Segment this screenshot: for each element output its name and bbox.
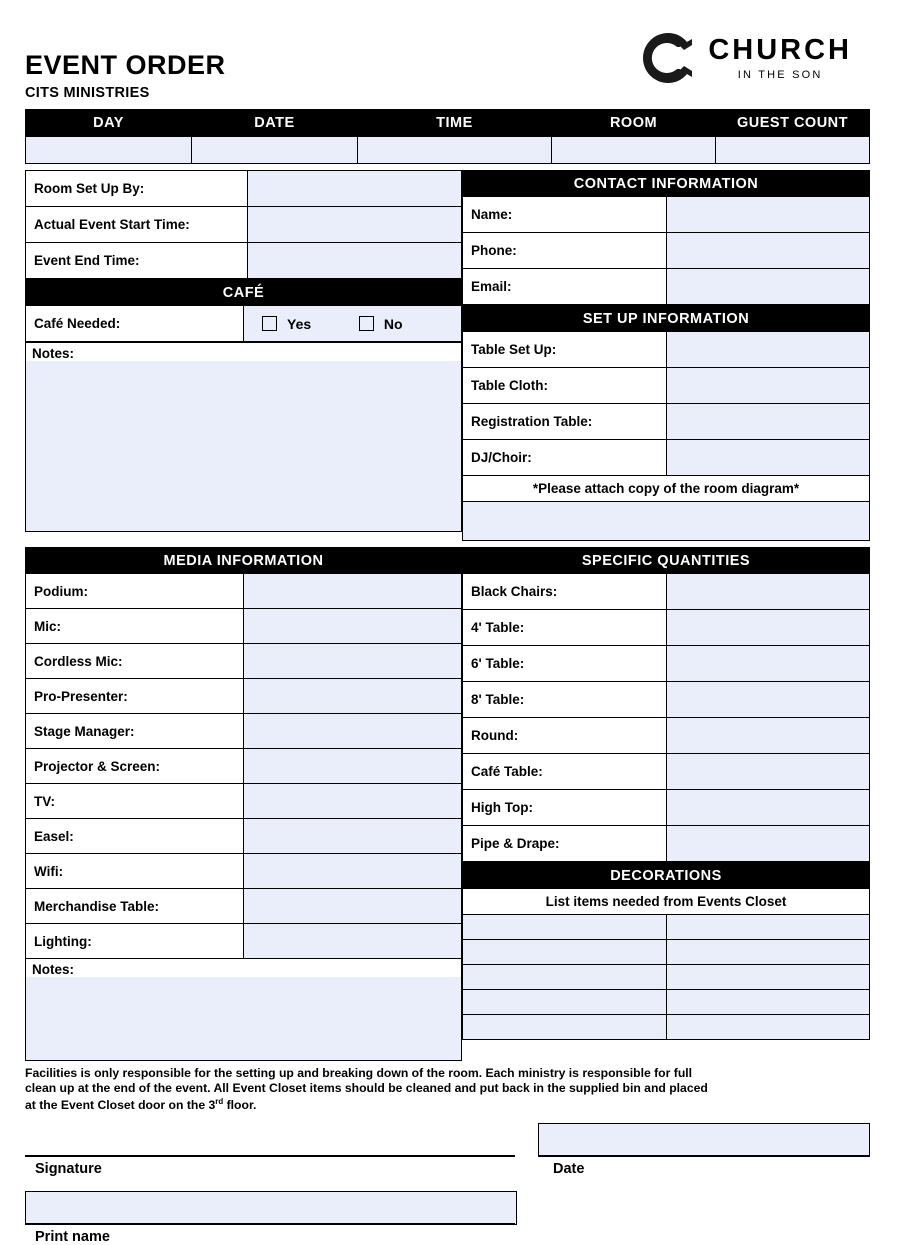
table-row: [463, 990, 870, 1015]
field-black-chairs[interactable]: [666, 574, 870, 610]
setup-heading: SET UP INFORMATION: [463, 306, 870, 332]
table-row: [463, 197, 870, 233]
church-c-icon: [640, 30, 696, 86]
label-4ft-table: 4' Table:: [463, 610, 667, 646]
field-decoration-2-left[interactable]: [463, 940, 667, 965]
label-projector-screen: Projector & Screen:: [26, 749, 244, 784]
label-name: Name:: [463, 197, 667, 233]
table-row: [463, 682, 870, 718]
col-guest-count: GUEST COUNT: [716, 110, 870, 137]
table-row: [463, 269, 870, 305]
table-header-row: [463, 863, 870, 889]
quantities-heading: SPECIFIC QUANTITIES: [463, 548, 870, 574]
field-table-cloth[interactable]: [666, 368, 870, 404]
table-row: [463, 1015, 870, 1040]
field-media-notes[interactable]: [25, 977, 462, 1061]
field-room[interactable]: [552, 137, 716, 164]
table-header-row: [463, 171, 870, 197]
table-row: [463, 790, 870, 826]
field-4ft-table[interactable]: [666, 610, 870, 646]
date-line: [538, 1155, 870, 1157]
table-row: [26, 243, 462, 279]
field-6ft-table[interactable]: [666, 646, 870, 682]
label-print-name: Print name: [35, 1228, 110, 1245]
brand-tagline: IN THE SON: [737, 68, 823, 81]
field-tv[interactable]: [244, 784, 462, 819]
cafe-no-checkbox[interactable]: [359, 316, 374, 331]
table-row: [26, 679, 462, 714]
contact-heading: CONTACT INFORMATION: [463, 171, 870, 197]
table-row: [26, 574, 462, 609]
label-easel: Easel:: [26, 819, 244, 854]
label-table-cloth: Table Cloth:: [463, 368, 667, 404]
title-block: [25, 52, 226, 101]
field-name[interactable]: [666, 197, 870, 233]
label-cafe-table: Café Table:: [463, 754, 667, 790]
field-registration-table[interactable]: [666, 404, 870, 440]
table-row: [463, 718, 870, 754]
decorations-instruction: List items needed from Events Closet: [463, 889, 870, 915]
table-row: [463, 476, 870, 502]
table-row: [26, 854, 462, 889]
disclaimer-line-1: Facilities is only responsible for the setting up and breaking down of the room. Each ministry is responsible for full: [25, 1066, 693, 1080]
table-row: [463, 368, 870, 404]
label-actual-event-start-time: Actual Event Start Time:: [26, 207, 248, 243]
disclaimer-text: [25, 1066, 870, 1113]
table-row: [26, 171, 462, 207]
quantities-column: [462, 547, 870, 1061]
label-pro-presenter: Pro-Presenter:: [26, 679, 244, 714]
label-lighting: Lighting:: [26, 924, 244, 959]
table-header-row: [26, 548, 462, 574]
field-cafe-notes[interactable]: [25, 361, 462, 532]
table-row: [26, 749, 462, 784]
table-row: [463, 889, 870, 915]
label-dj-choir: DJ/Choir:: [463, 440, 667, 476]
cafe-table: [25, 279, 462, 342]
table-row: [26, 306, 462, 342]
brand-name: CHURCH: [708, 33, 852, 66]
cafe-yes-checkbox[interactable]: [262, 316, 277, 331]
field-wifi[interactable]: [244, 854, 462, 889]
col-room: ROOM: [552, 110, 716, 137]
col-day: DAY: [26, 110, 192, 137]
print-name-line: [25, 1223, 515, 1225]
table-row: [26, 889, 462, 924]
label-6ft-table: 6' Table:: [463, 646, 667, 682]
field-phone[interactable]: [666, 233, 870, 269]
field-room-diagram-area[interactable]: [463, 502, 870, 541]
col-time: TIME: [358, 110, 552, 137]
label-round: Round:: [463, 718, 667, 754]
field-pro-presenter[interactable]: [244, 679, 462, 714]
field-day[interactable]: [26, 137, 192, 164]
field-actual-event-start-time[interactable]: [248, 207, 462, 243]
decorations-table: [462, 862, 870, 1040]
field-cafe-table[interactable]: [666, 754, 870, 790]
event-basics-table: [25, 109, 870, 164]
mid-section: [25, 170, 870, 541]
field-pipe-drape[interactable]: [666, 826, 870, 862]
table-header-row: [26, 110, 870, 137]
field-stage-manager[interactable]: [244, 714, 462, 749]
table-row: [463, 826, 870, 862]
table-row: [26, 137, 870, 164]
disclaimer-line-3: [25, 1097, 870, 1113]
table-row: [26, 819, 462, 854]
col-date: DATE: [192, 110, 358, 137]
cafe-yes-label: Yes: [287, 315, 312, 332]
media-notes-label-wrap: [25, 959, 462, 977]
field-table-set-up[interactable]: [666, 332, 870, 368]
field-cordless-mic[interactable]: [244, 644, 462, 679]
table-row: [463, 502, 870, 541]
page-title: EVENT ORDER: [25, 50, 226, 80]
field-print-name[interactable]: [25, 1191, 517, 1225]
mid-left-column: [25, 170, 462, 541]
decorations-heading: DECORATIONS: [463, 863, 870, 889]
label-mic: Mic:: [26, 609, 244, 644]
field-event-end-time[interactable]: [248, 243, 462, 279]
signature-line: [25, 1155, 515, 1157]
field-podium[interactable]: [244, 574, 462, 609]
label-media-notes: Notes:: [32, 962, 75, 977]
table-header-row: [463, 306, 870, 332]
label-phone: Phone:: [463, 233, 667, 269]
field-decoration-4-left[interactable]: [463, 990, 667, 1015]
label-podium: Podium:: [26, 574, 244, 609]
field-date[interactable]: [538, 1123, 870, 1157]
label-room-set-up-by: Room Set Up By:: [26, 171, 248, 207]
field-decoration-2-right[interactable]: [666, 940, 870, 965]
field-decoration-1-left[interactable]: [463, 915, 667, 940]
table-row: [463, 915, 870, 940]
label-merchandise-table: Merchandise Table:: [26, 889, 244, 924]
field-decoration-5-left[interactable]: [463, 1015, 667, 1040]
media-column: [25, 547, 462, 1061]
label-email: Email:: [463, 269, 667, 305]
field-room-set-up-by[interactable]: [248, 171, 462, 207]
label-cordless-mic: Cordless Mic:: [26, 644, 244, 679]
label-pipe-drape: Pipe & Drape:: [463, 826, 667, 862]
table-row: [463, 440, 870, 476]
table-row: [26, 924, 462, 959]
signature-area: [25, 1123, 870, 1243]
mid-right-column: [462, 170, 870, 541]
contact-information-table: [462, 170, 870, 305]
field-8ft-table[interactable]: [666, 682, 870, 718]
room-details-table: [25, 170, 462, 279]
label-registration-table: Registration Table:: [463, 404, 667, 440]
field-decoration-1-right[interactable]: [666, 915, 870, 940]
lower-section: [25, 547, 870, 1061]
table-row: [463, 965, 870, 990]
table-header-row: [463, 548, 870, 574]
field-date[interactable]: [192, 137, 358, 164]
cafe-notes-label-wrap: [25, 342, 462, 361]
field-easel[interactable]: [244, 819, 462, 854]
field-high-top[interactable]: [666, 790, 870, 826]
cafe-no-label: No: [383, 315, 403, 332]
cafe-checkbox-group: [244, 306, 462, 342]
field-dj-choir[interactable]: [666, 440, 870, 476]
field-decoration-5-right[interactable]: [666, 1015, 870, 1040]
media-information-table: [25, 547, 462, 959]
field-email[interactable]: [666, 269, 870, 305]
label-cafe-notes: Notes:: [32, 346, 75, 361]
field-time[interactable]: [358, 137, 552, 164]
table-row: [463, 404, 870, 440]
brand-logo: [640, 30, 852, 86]
label-cafe-needed: Café Needed:: [26, 306, 244, 342]
field-round[interactable]: [666, 718, 870, 754]
field-merchandise-table[interactable]: [244, 889, 462, 924]
label-table-set-up: Table Set Up:: [463, 332, 667, 368]
disclaimer-line-3-pre: at the Event Closet door on the 3: [25, 1097, 216, 1112]
disclaimer-line-3-post: floor.: [223, 1097, 257, 1112]
table-row: [26, 714, 462, 749]
form-header: [25, 22, 870, 107]
table-row: [26, 609, 462, 644]
field-decoration-4-right[interactable]: [666, 990, 870, 1015]
field-projector-screen[interactable]: [244, 749, 462, 784]
field-decoration-3-right[interactable]: [666, 965, 870, 990]
table-row: [463, 610, 870, 646]
media-heading: MEDIA INFORMATION: [26, 548, 462, 574]
disclaimer-ordinal: rd: [215, 1096, 224, 1106]
table-header-row: [26, 280, 462, 306]
field-guest-count[interactable]: [716, 137, 870, 164]
table-row: [463, 233, 870, 269]
label-event-end-time: Event End Time:: [26, 243, 248, 279]
table-row: [26, 784, 462, 819]
table-row: [463, 754, 870, 790]
brand-text: [708, 33, 852, 81]
label-high-top: High Top:: [463, 790, 667, 826]
field-mic[interactable]: [244, 609, 462, 644]
room-diagram-note: *Please attach copy of the room diagram*: [463, 476, 870, 502]
field-decoration-3-left[interactable]: [463, 965, 667, 990]
table-row: [463, 646, 870, 682]
table-row: [463, 332, 870, 368]
table-row: [26, 207, 462, 243]
disclaimer-line-2: clean up at the end of the event. All Event Closet items should be cleaned and put back in the supplied bin and placed: [25, 1081, 708, 1096]
label-8ft-table: 8' Table:: [463, 682, 667, 718]
table-row: [463, 574, 870, 610]
label-black-chairs: Black Chairs:: [463, 574, 667, 610]
specific-quantities-table: [462, 547, 870, 862]
label-wifi: Wifi:: [26, 854, 244, 889]
label-tv: TV:: [26, 784, 244, 819]
table-row: [463, 940, 870, 965]
field-lighting[interactable]: [244, 924, 462, 959]
cafe-heading: CAFÉ: [26, 280, 462, 306]
label-stage-manager: Stage Manager:: [26, 714, 244, 749]
table-row: [26, 644, 462, 679]
set-up-information-table: [462, 305, 870, 541]
label-date: Date: [553, 1160, 585, 1177]
page-subtitle: CITS MINISTRIES: [25, 85, 150, 101]
label-signature: Signature: [35, 1160, 102, 1177]
